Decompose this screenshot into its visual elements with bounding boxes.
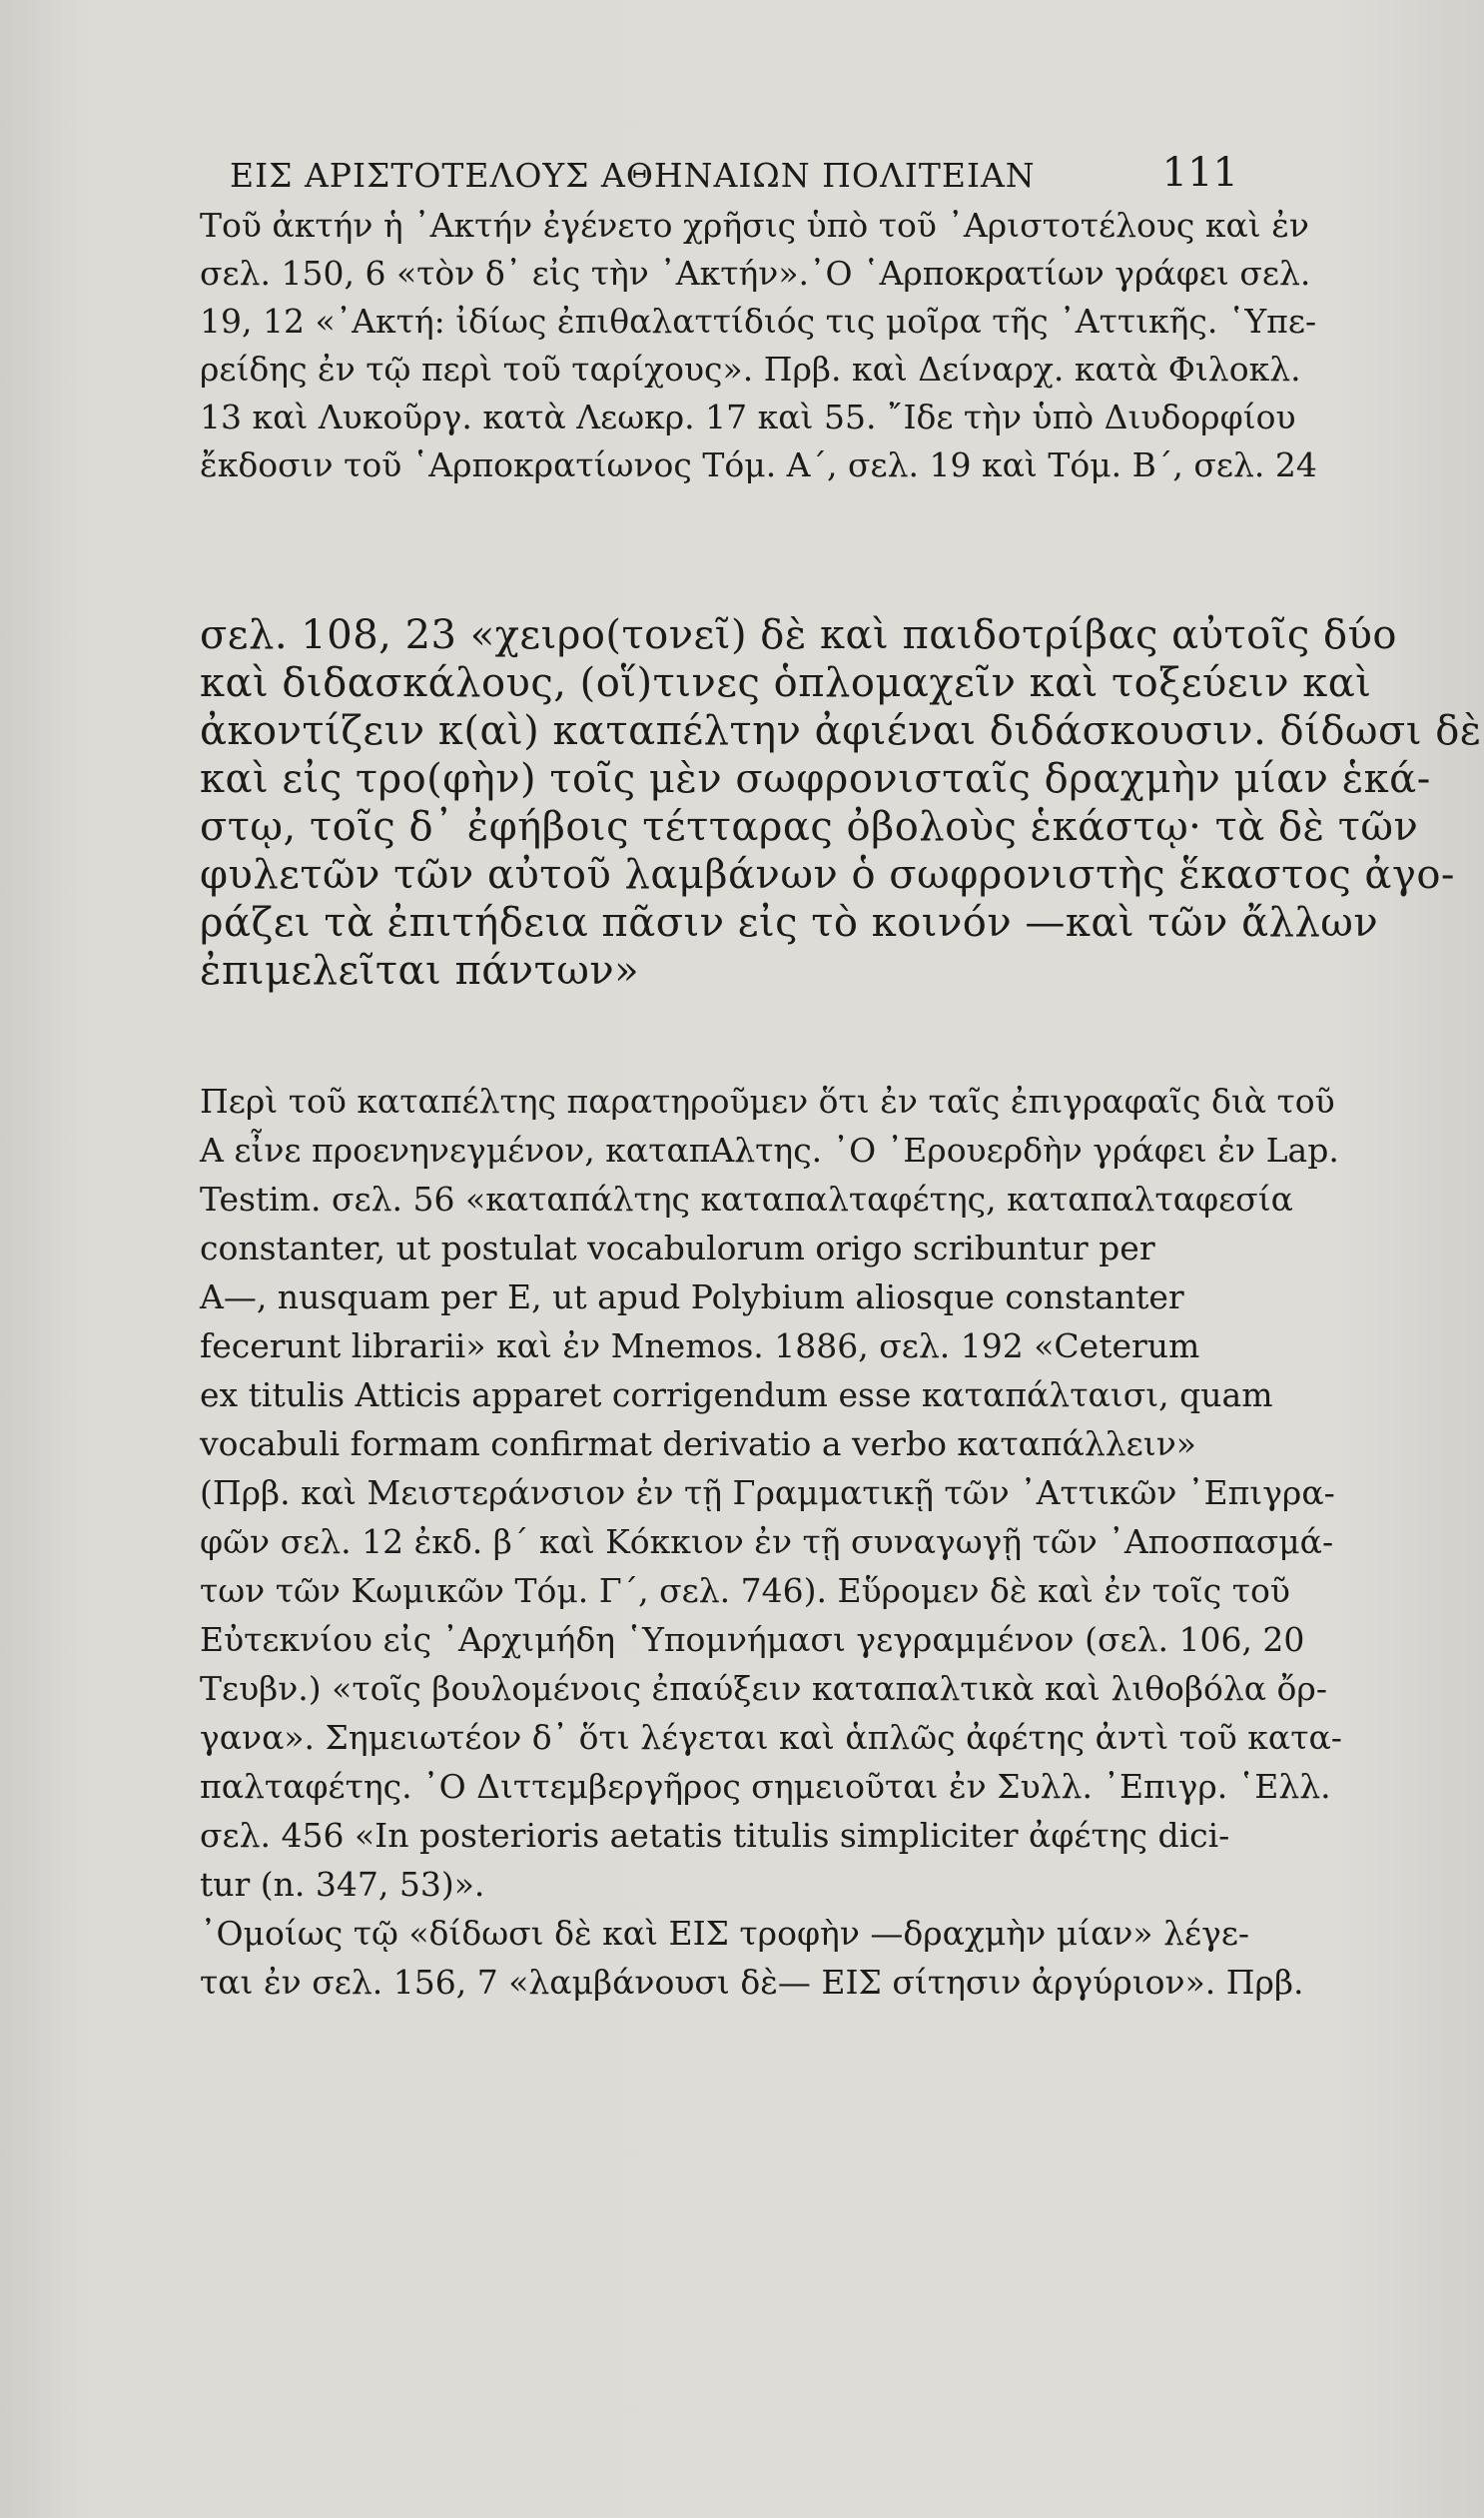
page-header — [230, 150, 1238, 200]
text-line: 13 καὶ Λυκοῦργ. κατὰ Λεωκρ. 17 καὶ 55. ῎Ιδε τὴν ὑπὸ Διυδορφίου — [200, 398, 1296, 436]
text-line: γανα». Σημειωτέον δ᾿ ὅτι λέγεται καὶ ἁπλῶς ἀφέτης ἀντὶ τοῦ κατα- — [200, 1718, 1342, 1757]
text-line: constanter, ut postulat vocabulorum origo scribuntur per — [200, 1229, 1155, 1267]
running-title: ΕΙΣ ΑΡΙΣΤΟΤΕΛΟΥΣ ΑΘΗΝΑΙΩΝ ΠΟΛΙΤΕΙΑΝ — [230, 156, 1036, 195]
quote-line: στῳ, τοῖς δ᾿ ἐφήβοις τέτταρας ὀβολοὺς ἑκάστῳ· τὰ δὲ τῶν — [200, 804, 1419, 850]
text-line: Τοῦ ἀκτήν ἡ ᾿Ακτήν ἐγένετο χρῆσις ὑπὸ τοῦ ᾿Αριστοτέλους καὶ ἐν — [200, 206, 1309, 245]
text-line: tur (n. 347, 53)». — [200, 1865, 485, 1904]
text-line: Testim. σελ. 56 «καταπάλτης καταπαλταφέτης, καταπαλταφεσία — [200, 1180, 1293, 1219]
text-line: ᾿Ομοίως τῷ «δίδωσι δὲ καὶ ΕΙΣ τροφὴν —δραχμὴν μίαν» λέγε- — [200, 1914, 1250, 1953]
quote-line: σελ. 108, 23 «χειρο(τονεῖ) δὲ καὶ παιδοτρίβας αὐτοῖς δύο — [200, 612, 1397, 658]
quote-line: καὶ διδασκάλους, (οἵ)τινες ὁπλομαχεῖν καὶ τοξεύειν καὶ — [200, 660, 1372, 706]
quote-line: ράζει τὰ ἐπιτήδεια πᾶσιν εἰς τὸ κοινόν —καὶ τῶν ἄλλων — [200, 900, 1379, 946]
text-line: ἔκδοσιν τοῦ ῾Αρποκρατίωνος Τόμ. Α΄, σελ. 19 καὶ Τόμ. Β΄, σελ. 24 — [200, 445, 1317, 484]
quote-line: φυλετῶν τῶν αὐτοῦ λαμβάνων ὁ σωφρονιστὴς ἕκαστος ἀγο- — [200, 852, 1455, 898]
inscription-quote — [200, 611, 1482, 995]
text-line: Εὐτεκνίου εἰς ᾿Αρχιμήδη ῾Υπομνήμασι γεγραμμένον (σελ. 106, 20 — [200, 1620, 1305, 1659]
text-line: των τῶν Κωμικῶν Τόμ. Γ΄, σελ. 746). Εὕρομεν δὲ καὶ ἐν τοῖς τοῦ — [200, 1571, 1290, 1610]
text-line: σελ. 150, 6 «τὸν δ᾿ εἰς τὴν ᾿Ακτήν».᾿Ο ῾Αρποκρατίων γράφει σελ. — [200, 254, 1311, 293]
text-line: Τευβν.) «τοῖς βουλομένοις ἐπαύξειν καταπαλτικὰ καὶ λιθοβόλα ὄρ- — [200, 1669, 1327, 1708]
text-line: ται ἐν σελ. 156, 7 «λαμβάνουσι δὲ— ΕΙΣ σίτησιν ἀργύριον». Πρβ. — [200, 1963, 1304, 2002]
text-line: Περὶ τοῦ καταπέλτης παρατηροῦμεν ὅτι ἐν ταῖς ἐπιγραφαῖς διὰ τοῦ — [200, 1082, 1335, 1121]
page-number: 111 — [1161, 150, 1238, 196]
paragraph-2 — [200, 1077, 1342, 2007]
text-line: vocabuli formam confirmat derivatio a verbo καταπάλλειν» — [200, 1424, 1196, 1463]
text-line: σελ. 456 «In posterioris aetatis titulis simpliciter ἀφέτης dici- — [200, 1816, 1230, 1855]
quote-line: ἐπιμελεῖται πάντων» — [200, 948, 640, 994]
quote-line: ἀκοντίζειν κ(αὶ) καταπέλτην ἀφιέναι διδάσκουσιν. δίδωσι δὲ — [200, 708, 1482, 754]
text-line: Α εἶνε προενηνεγμένον, καταπΑλτης. ᾿Ο ᾿Ερουερδὴν γράφει ἐν Lap. — [200, 1131, 1339, 1170]
text-line: 19, 12 «᾿Ακτή: ἰδίως ἐπιθαλαττίδιός τις μοῖρα τῆς ᾿Αττικῆς. ῾Υπε- — [200, 302, 1317, 341]
text-line: φῶν σελ. 12 ἐκδ. β΄ καὶ Κόκκιον ἐν τῇ συναγωγῇ τῶν ᾿Αποσπασμά- — [200, 1522, 1334, 1561]
text-line: Α—, nusquam per E, ut apud Polybium aliosque constanter — [200, 1277, 1184, 1316]
text-line: παλταφέτης. ᾿Ο Διττεμβεργῆρος σημειοῦται ἐν Συλλ. ᾿Επιγρ. ῾Ελλ. — [200, 1767, 1331, 1806]
text-line: fecerunt librarii» καὶ ἐν Mnemos. 1886, σελ. 192 «Ceterum — [200, 1326, 1200, 1365]
text-line: (Πρβ. καὶ Μειστεράνσιον ἐν τῇ Γραμματικῇ τῶν ᾿Αττικῶν ᾿Επιγρα- — [200, 1473, 1335, 1512]
quote-line: καὶ εἰς τρο(φὴν) τοῖς μὲν σωφρονισταῖς δραχμὴν μίαν ἑκά- — [200, 756, 1431, 802]
paragraph-1 — [200, 202, 1317, 489]
text-line: ρείδης ἐν τῷ περὶ τοῦ ταρίχους». Πρβ. καὶ Δείναρχ. κατὰ Φιλοκλ. — [200, 350, 1301, 389]
text-line: ex titulis Atticis apparet corrigendum esse καταπάλταισι, quam — [200, 1375, 1273, 1414]
